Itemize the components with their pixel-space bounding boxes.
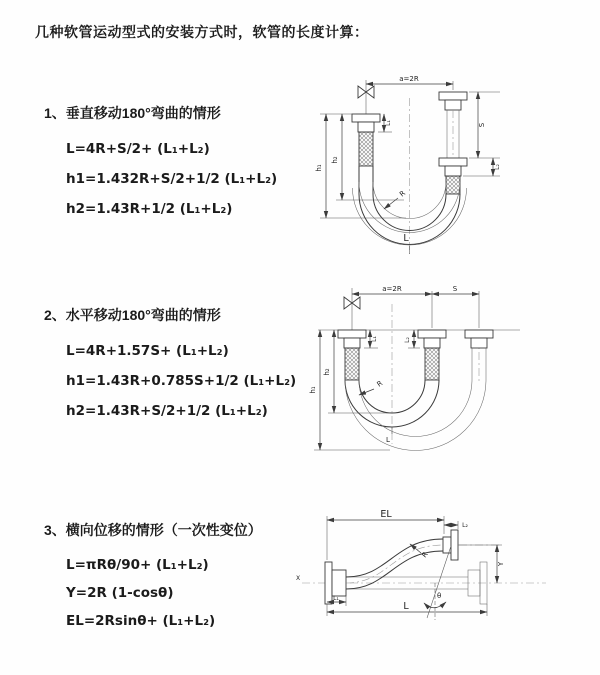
lateral-displacement-diagram	[294, 496, 592, 636]
middle-fitting	[418, 330, 446, 380]
axis-label-x: X	[296, 575, 301, 582]
figure-lateral-displacement	[294, 496, 592, 636]
valve-icon	[358, 80, 374, 114]
formula-line: L=4R+1.57S+ (L₁+L₂)	[66, 343, 229, 359]
section-lateral-displacement	[44, 520, 306, 635]
formula-line: L=4R+S/2+ (L₁+L₂)	[66, 141, 210, 157]
dim-label-h2: h₂	[331, 156, 339, 164]
dim-y	[458, 545, 505, 583]
hose-u-bend	[345, 380, 486, 451]
right-fitting	[439, 92, 467, 194]
dim-label-s: S	[478, 122, 486, 128]
section-horizontal-movement	[44, 305, 306, 426]
horizontal-bend-diagram	[306, 282, 593, 460]
vertical-bend-diagram	[306, 70, 590, 258]
dim-label-l2: L₂	[494, 164, 501, 170]
dim-label-l2: L₂	[404, 337, 411, 343]
section-3-heading: 3、横向位移的情形（一次性变位）	[44, 522, 262, 538]
dim-label-l-total: L	[403, 601, 409, 612]
dim-l	[327, 601, 487, 616]
dim-label-l1: L₁	[371, 336, 378, 342]
dim-label-h1: h₁	[315, 164, 323, 172]
section-1-formulas	[44, 134, 306, 224]
dim-label-h2: h₂	[323, 368, 331, 376]
formula-line: h1=1.432R+S/2+1/2 (L₁+L₂)	[66, 171, 278, 187]
radius-label: R	[398, 189, 408, 199]
dim-label-el: EL	[380, 509, 392, 520]
dim-s	[432, 285, 479, 328]
radius-label: R	[375, 379, 385, 389]
section-2-heading: 2、水平移动180°弯曲的情形	[44, 307, 221, 323]
length-label	[403, 233, 409, 254]
section-1-heading: 1、垂直移动180°弯曲的情形	[44, 105, 221, 121]
dim-label-s: S	[452, 285, 458, 293]
figure-vertical-bend	[306, 70, 590, 258]
theta-label: θ	[437, 592, 442, 600]
dim-label-y: Y	[497, 561, 505, 567]
top-flange	[443, 530, 458, 560]
radius-callout	[359, 379, 384, 395]
formula-line: h1=1.43R+0.785S+1/2 (L₁+L₂)	[66, 373, 297, 389]
radius-label: R	[420, 550, 430, 560]
page-title: 几种软管运动型式的安装方式时，软管的长度计算：	[35, 24, 369, 40]
left-fitting	[338, 330, 366, 380]
dim-l2	[444, 521, 468, 529]
figure-horizontal-bend	[306, 282, 593, 460]
dim-label-a2r: a=2R	[399, 75, 419, 83]
formula-line: Y=2R (1-cosθ)	[66, 585, 174, 601]
length-label	[386, 427, 392, 444]
s-curve-hose	[346, 539, 502, 589]
dim-label-l1: L₁	[333, 595, 339, 602]
formula-line: EL=2Rsinθ+ (L₁+L₂)	[66, 613, 216, 629]
dim-a-2r	[366, 75, 453, 90]
radius-callout	[384, 189, 407, 209]
left-fitting	[352, 114, 380, 166]
formula-line: h2=1.43R+1/2 (L₁+L₂)	[66, 201, 233, 217]
dim-label-l-total: L	[403, 233, 409, 244]
dim-label-a2r: a=2R	[382, 285, 402, 293]
formula-line: L=πRθ/90+ (L₁+L₂)	[66, 557, 209, 573]
section-2-formulas	[44, 336, 306, 426]
formula-line: h2=1.43R+S/2+1/2 (L₁+L₂)	[66, 403, 268, 419]
dim-label-l1: L₁	[385, 120, 392, 126]
dim-l2	[463, 158, 501, 176]
dim-label-l2: L₂	[462, 522, 468, 529]
dim-label-l-total: L	[386, 436, 390, 444]
dim-s	[469, 92, 500, 158]
section-3-formulas	[44, 551, 306, 635]
dim-label-h1: h₁	[309, 386, 317, 394]
section-vertical-movement	[44, 103, 306, 224]
